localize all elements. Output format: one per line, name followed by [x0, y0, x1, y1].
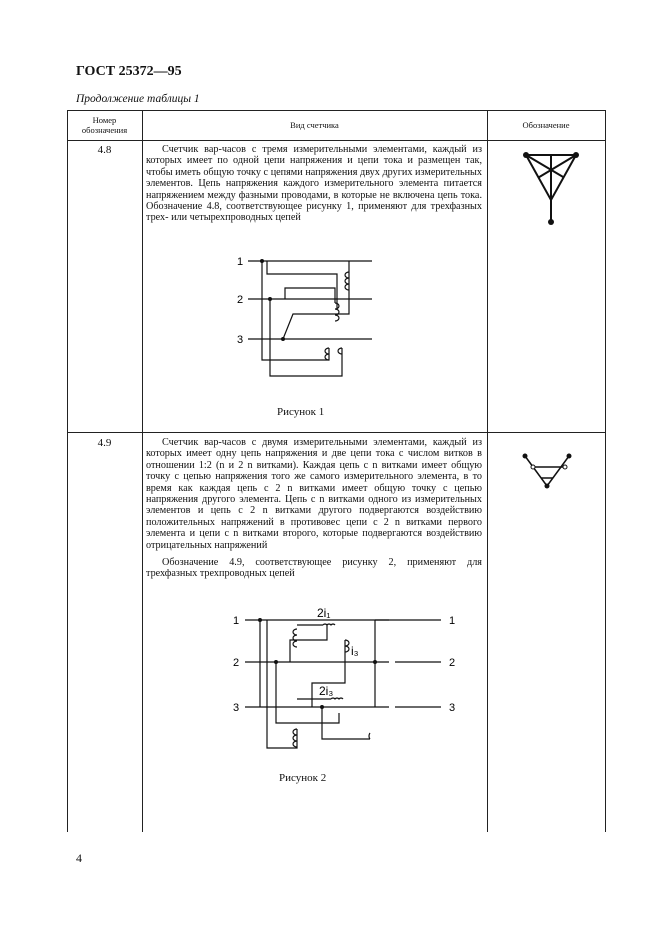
table-divider-2 [487, 110, 488, 832]
figure-2-diagram [227, 603, 467, 765]
v-connection-symbol-icon [521, 452, 577, 492]
header-number [67, 115, 142, 135]
fig2-right-label-2: 2 [449, 657, 456, 669]
fig2-left-label-2: 2 [233, 657, 240, 669]
figure-2-caption: Рисунок 2 [279, 772, 327, 784]
row-description [146, 144, 482, 224]
fig2-right-label-1: 1 [449, 615, 456, 627]
table-row-divider [67, 432, 606, 433]
fig2-left-label-1: 1 [233, 615, 240, 627]
header-number-line1: Номер [92, 115, 117, 125]
fig1-label-3: 3 [237, 334, 244, 346]
header-type: Вид счетчика [290, 120, 339, 130]
page-number: 4 [76, 851, 82, 865]
table-header-divider [67, 140, 606, 141]
fig1-label-2: 2 [237, 294, 244, 306]
table-border-left [67, 110, 68, 832]
figure-1-diagram [227, 248, 387, 380]
header-number-line2: обозначения [81, 125, 128, 135]
fig1-label-1: 1 [237, 256, 244, 268]
row-number: 4.9 [97, 437, 112, 449]
fig2-left-label-3: 3 [233, 702, 240, 714]
document-header: ГОСТ 25372—95 [76, 64, 182, 79]
row-description-text: Счетчик вар-часов с двумя измерительными элементами, каждый из которых имеет одну цепь напряжения и две цепи тока с числом витков в отношении 1:2 (n и 2 n витками). Каждая цепь с n витками имеет общую точку с цепью напряжения того же самого измерительного элемента, в то время как каждая цепь с 2 n витками имеет общую точку с цепью напряжения другого элемента. Цепь с n витками одного из измерительных элементов и цепь с 2 n витками другого подвергаются воздействию положительных напряжений в противовес цепи с 2 n витками первого элемента и цепи с n витками второго, которые подвергаются воздействию отрицательных напряжений [146, 437, 482, 551]
coil-label-2i1: 2i₁ [317, 606, 331, 620]
designation-table [67, 110, 606, 832]
fig2-right-label-3: 3 [449, 702, 456, 714]
table-border-right [605, 110, 606, 832]
row-description-text: Счетчик вар-часов с тремя измерительными элементами, каждый из которых имеет по одной цепи напряжения и цепи тока и размещен так, чтобы иметь общую точку с цепями напряжения двух других измерительных элементов. Цепь напряжения каждого измерительного элемента питается напряжением между фазными проводами, в которые не включена цепь тока. Обозначение 4.8, соответствующее рисунку 1, применяют для трехфазных трех- или четырехпроводных цепей [146, 144, 482, 224]
table-border-top [67, 110, 606, 111]
figure-1-caption: Рисунок 1 [277, 406, 325, 418]
row-description-text-2: Обозначение 4.9, соответствующее рисунку 2, применяют для трехфазных трехпроводных цепей [146, 557, 482, 580]
star-delta-symbol-icon [523, 152, 583, 228]
table-divider-1 [142, 110, 143, 832]
coil-label-2i3: 2i₃ [319, 684, 334, 698]
row-description [146, 437, 482, 580]
coil-label-i3: i₃ [351, 644, 359, 658]
header-designation: Обозначение [522, 120, 570, 130]
table-continuation-label: Продолжение таблицы 1 [76, 93, 200, 105]
row-number: 4.8 [97, 144, 112, 156]
